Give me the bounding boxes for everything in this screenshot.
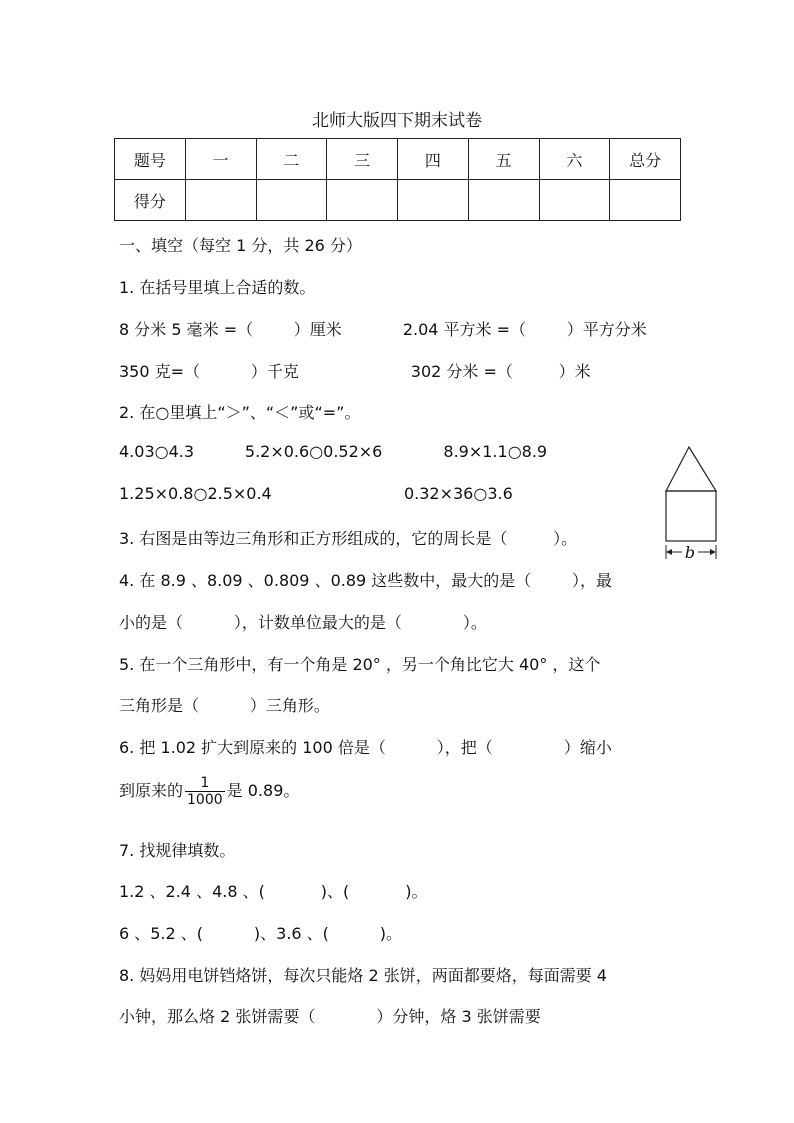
dimension-arrow-left <box>666 549 672 555</box>
question-5-line-b: 三角形是（ ）三角形。 <box>119 696 330 715</box>
fraction-numerator: 1 <box>185 775 225 792</box>
score-table <box>114 138 681 221</box>
score-cell-empty[interactable] <box>185 180 256 221</box>
question-6-prefix: 到原来的 <box>119 781 184 800</box>
score-cell-header: 五 <box>468 139 539 180</box>
question-2-stem: 2. 在○里填上“＞”、“＜”或“=”。 <box>119 403 361 422</box>
score-cell-header: 四 <box>398 139 469 180</box>
dimension-arrow-right <box>710 549 716 555</box>
score-cell-header: 题号 <box>115 139 186 180</box>
section-heading: 一、填空（每空 1 分，共 26 分） <box>119 236 362 255</box>
side-label-b: b <box>684 543 696 562</box>
score-row-label: 得分 <box>115 180 186 221</box>
question-4-line-b: 小的是（ ），计数单位最大的是（ ）。 <box>119 613 487 632</box>
score-cell-header: 一 <box>185 139 256 180</box>
question-6-suffix: 是 0.89。 <box>226 781 300 800</box>
score-cell-empty[interactable] <box>539 180 610 221</box>
score-cell-header: 二 <box>256 139 327 180</box>
square-shape <box>666 491 716 541</box>
question-2-line-b: 1.25×0.8○2.5×0.4 0.32×36○3.6 <box>119 484 513 503</box>
score-table-score-row <box>115 180 681 221</box>
question-1-line-a: 8 分米 5 毫米 =（ ）厘米 2.04 平方米 =（ ）平方分米 <box>119 320 647 339</box>
fraction-denominator: 1000 <box>187 792 223 808</box>
score-cell-empty[interactable] <box>610 180 681 221</box>
question-1-line-b: 350 克=（ ）千克 302 分米 =（ ）米 <box>119 362 591 381</box>
question-8-line-b: 小钟，那么烙 2 张饼需要（ ）分钟，烙 3 张饼需要 <box>119 1007 541 1026</box>
question-5-line-a: 5. 在一个三角形中，有一个角是 20° ，另一个角比它大 40° ，这个 <box>119 655 601 674</box>
score-cell-header: 六 <box>539 139 610 180</box>
score-table-header-row <box>115 139 681 180</box>
fraction <box>185 775 225 808</box>
triangle-square-figure <box>655 444 735 569</box>
question-1-stem: 1. 在括号里填上合适的数。 <box>119 278 316 297</box>
question-6-line-a: 6. 把 1.02 扩大到原来的 100 倍是（ ），把（ ）缩小 <box>119 738 612 757</box>
question-4-line-a: 4. 在 8.9 、8.09 、0.809 、0.89 这些数中，最大的是（ ），最 <box>119 571 612 590</box>
page-title: 北师大版四下期末试卷 <box>312 111 482 131</box>
score-cell-empty[interactable] <box>256 180 327 221</box>
question-7-line-a: 1.2 、2.4 、4.8 、( )、( )。 <box>119 882 428 901</box>
score-cell-header: 三 <box>327 139 398 180</box>
question-8-line-a: 8. 妈妈用电饼铛烙饼，每次只能烙 2 张饼，两面都要烙，每面需要 4 <box>119 966 607 985</box>
score-cell-header: 总分 <box>610 139 681 180</box>
equilateral-triangle-shape <box>666 447 716 491</box>
question-2-line-a: 4.03○4.3 5.2×0.6○0.52×6 8.9×1.1○8.9 <box>119 442 548 461</box>
score-cell-empty[interactable] <box>398 180 469 221</box>
score-cell-empty[interactable] <box>327 180 398 221</box>
question-7-line-b: 6 、5.2 、( )、3.6 、( )。 <box>119 924 403 943</box>
question-3-text: 3. 右图是由等边三角形和正方形组成的，它的周长是（ ）。 <box>119 529 578 548</box>
score-cell-empty[interactable] <box>468 180 539 221</box>
question-6-line-b <box>119 775 299 808</box>
question-7-stem: 7. 找规律填数。 <box>119 841 236 860</box>
